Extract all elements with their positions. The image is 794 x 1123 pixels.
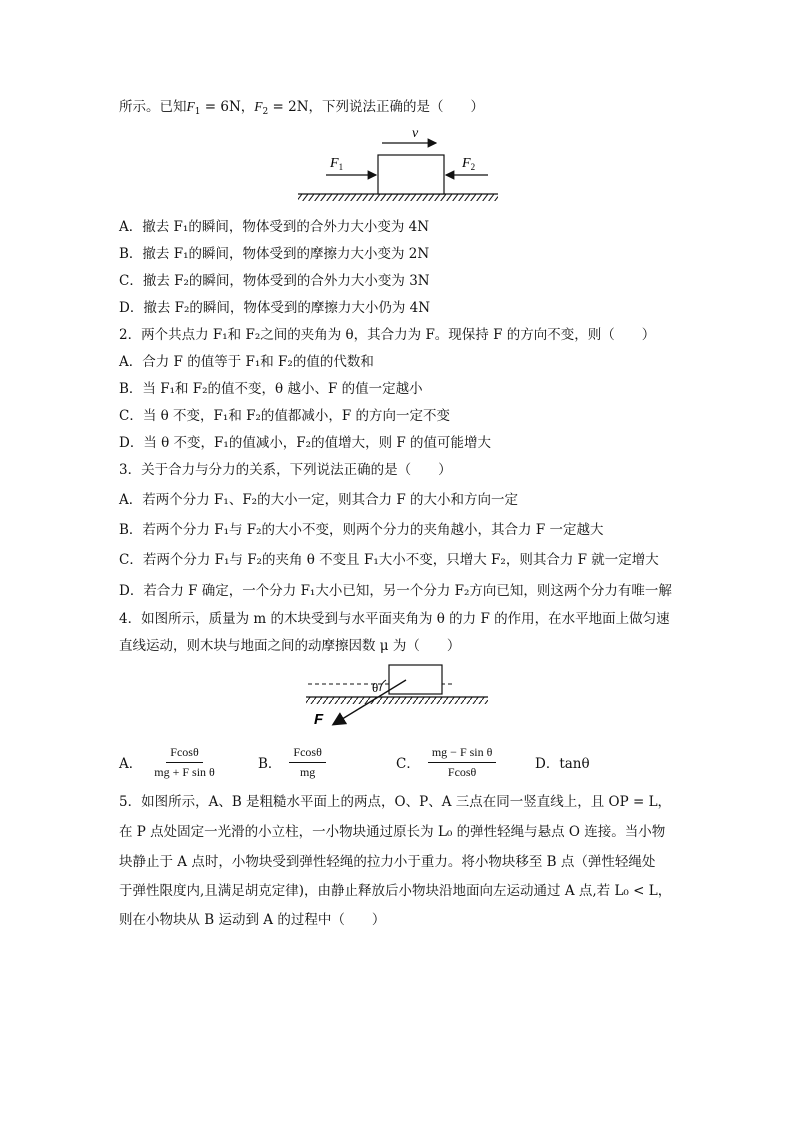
f2-label: $F_2$ [462,156,476,172]
block [378,155,444,194]
block-forces-diagram [296,122,501,206]
q4-option-b: B． $\frac{Fcos\theta}{mg}$ [258,742,326,782]
angle-arc [380,680,386,691]
q2-option-c: C．当 θ 不变，F₁和 F₂的值都减小，F 的方向一定不变 [119,408,451,424]
q2-option-d: D．当 θ 不变，F₁的值减小，F₂的值增大，则 F 的值可能增大 [119,435,492,451]
q1-option-a: A．撤去 F₁的瞬间，物体受到的合外力大小变为 4N [119,219,430,235]
q5-line5: 则在小物块从 B 运动到 A 的过程中（ ） [119,912,386,928]
q3-option-d: D．若合力 F 确定，一个分力 F₁大小已知，另一个分力 F₂方向已知，则这两个分力有唯一解 [119,583,672,599]
q4-option-c: C． $\frac{\text{mg − F sin θ}}{Fcos\theta}$ [396,742,496,782]
f1-label: $F_1$ [330,156,344,172]
q3-option-c: C．若两个分力 F₁与 F₂的夹角 θ 不变且 F₁大小不变，只增大 F₂，则其合力 F 就一定增大 [119,552,659,568]
q3-stem: 3．关于合力与分力的关系，下列说法正确的是（ ） [119,462,452,478]
q5-line4: 于弹性限度内,且满足胡克定律)，由静止释放后小物块沿地面向左运动通过 A 点,若 L₀ < L， [119,883,672,899]
q1-option-b: B．撤去 F₁的瞬间，物体受到的摩擦力大小变为 2N [119,246,430,262]
q5-line3: 块静止于 A 点时，小物块受到弹性轻绳的拉力小于重力。将小物块移至 B 点（弹性轻绳处 [119,854,656,870]
q4-option-d: D．tanθ [535,756,590,772]
q1-option-d: D．撤去 F₂的瞬间，物体受到的摩擦力大小仍为 4N [119,300,431,316]
q1-stem: 所示。已知$F_1 = 6N$，$F_2 = 2N$，下列说法正确的是（ ） [119,99,485,117]
theta-label: θ [372,680,379,695]
q1-option-c: C．撤去 F₂的瞬间，物体受到的合外力大小变为 3N [119,273,430,289]
q4-option-a: A． $\frac{Fcos\theta}{\text{mg + F sin θ}}$ [119,744,215,779]
q3-option-b: B．若两个分力 F₁与 F₂的大小不变，则两个分力的夹角越小，其合力 F 一定越大 [119,522,604,538]
inclined-force-diagram [302,660,492,732]
q5-line2: 在 P 点处固定一光滑的小立柱，一小物块通过原长为 L₀ 的弹性轻绳与悬点 O 连接。当小物 [119,824,666,840]
q5-line1: 5．如图所示，A、B 是粗糙水平面上的两点，O、P、A 三点在同一竖直线上，且 OP = L， [119,794,672,810]
force-label: F [314,711,324,728]
q4-stem-line2: 直线运动，则木块与地面之间的动摩擦因数 μ 为（ ） [119,638,461,654]
velocity-label: v [412,126,419,141]
wood-block [389,665,442,694]
q3-option-a: A．若两个分力 F₁、F₂的大小一定，则其合力 F 的大小和方向一定 [119,492,519,508]
q2-option-a: A．合力 F 的值等于 F₁和 F₂的值的代数和 [119,354,374,370]
q4-stem-line1: 4．如图所示，质量为 m 的木块受到与水平面夹角为 θ 的力 F 的作用，在水平地面上做匀速 [119,611,670,627]
ground-hatch-2 [306,697,488,704]
ground-hatch [298,194,498,201]
q2-stem: 2．两个共点力 F₁和 F₂之间的夹角为 θ，其合力为 F。现保持 F 的方向不变，则（ ） [119,327,656,343]
q2-option-b: B．当 F₁和 F₂的值不变，θ 越小、F 的值一定越小 [119,381,423,397]
